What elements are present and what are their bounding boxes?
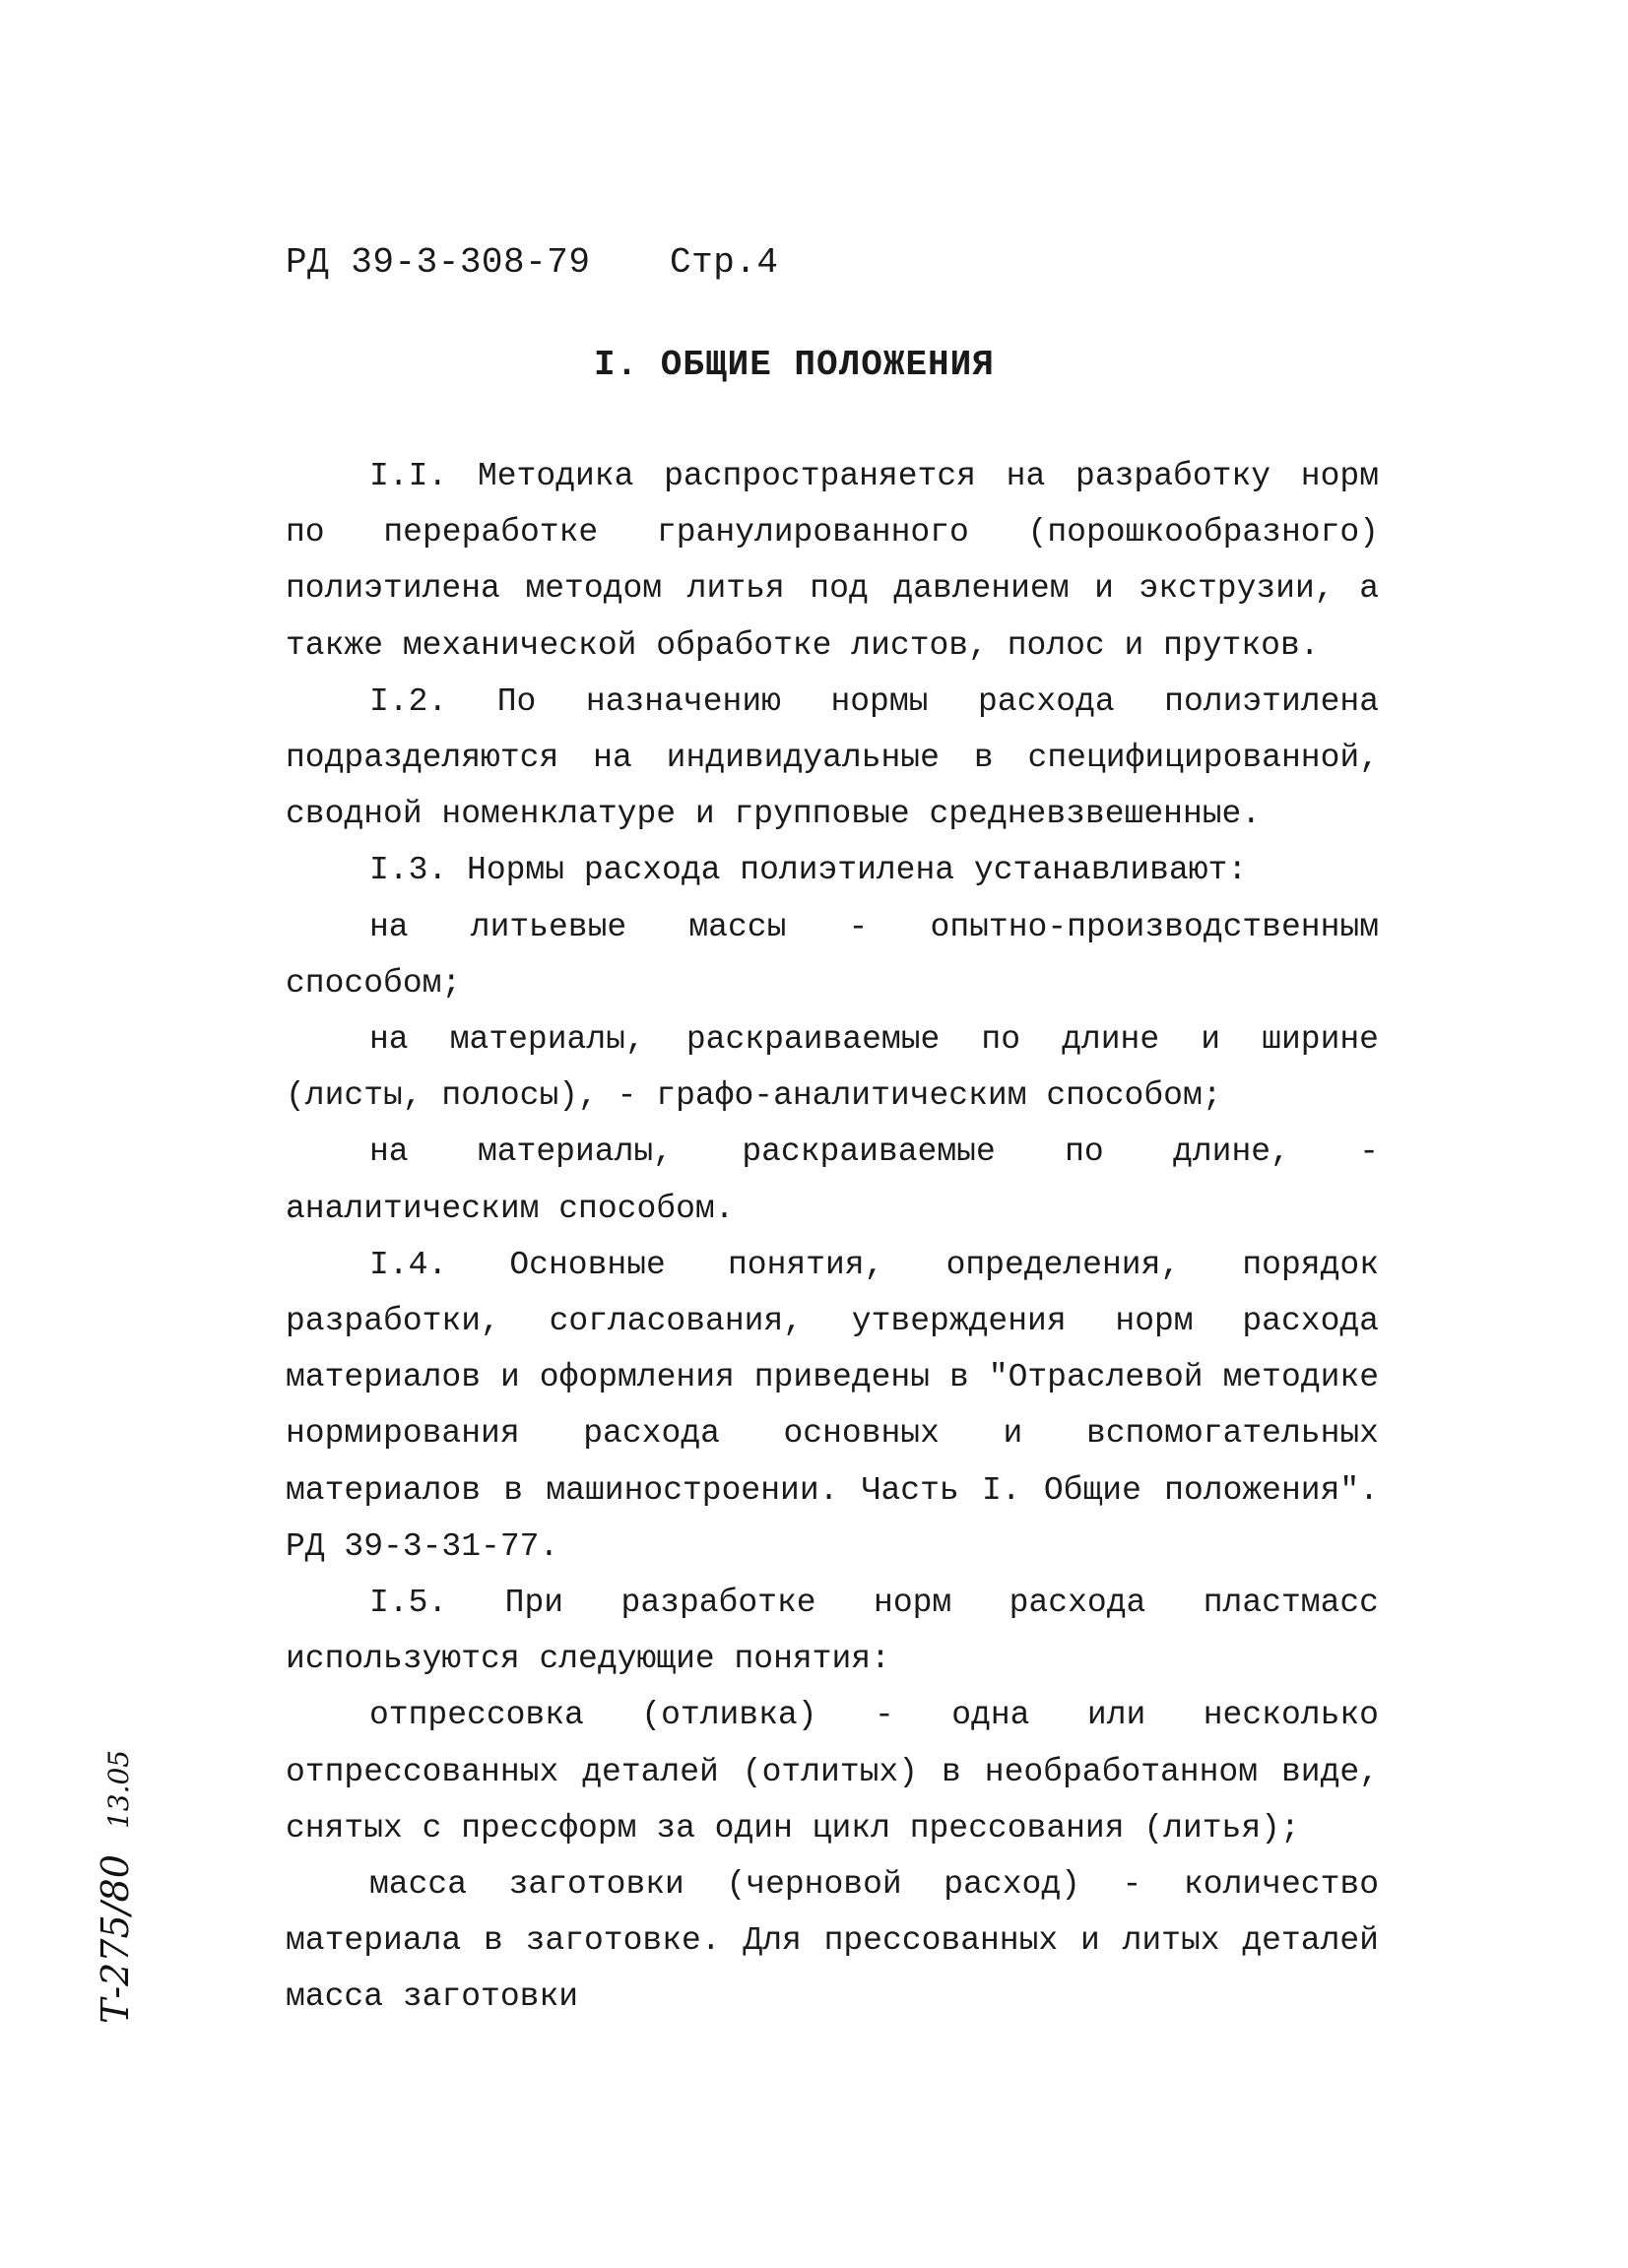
page-header — [286, 242, 779, 283]
paragraph-1-4: I.4. Основные понятия, определения, порядок разработки, согласования, утверждения норм расхода материалов и оформления приведены в "Отраслевой методике нормирования расхода основных и вспомогательных материалов в машиностроении. Часть I. Общие положения". РД 39-3-31-77. — [286, 1246, 1379, 1565]
handwritten-inventory-note — [94, 1750, 137, 2024]
section-title: I. ОБЩИЕ ПОЛОЖЕНИЯ — [594, 345, 995, 385]
paragraph-1-5: I.5. При разработке норм расхода пластмасс используются следующие понятия: — [286, 1585, 1379, 1678]
list-item-length-width: на материалы, раскраиваемые по длине и ширине (листы, полосы), - графо-аналитическим способом; — [286, 1021, 1379, 1115]
definition-blank-mass: масса заготовки (черновой расход) - количество материала в заготовке. Для прессованных и литых деталей масса заготовки — [286, 1866, 1379, 2016]
definition-pressing: отпрессовка (отливка) - одна или несколько отпрессованных деталей (отлитых) в необработанном виде, снятых с прессформ за один цикл прессования (литья); — [286, 1697, 1379, 1847]
paragraph-1-2: I.2. По назначению нормы расхода полиэтилена подразделяются на индивидуальные в специфицированной, сводной номенклатуре и групповые средневзвешенные. — [286, 682, 1379, 833]
document-code: РД 39-3-308-79 — [286, 242, 591, 283]
list-item-casting: на литьевые массы - опытно-производственным способом; — [286, 908, 1379, 1002]
inventory-number: Т-275/80 — [94, 1854, 137, 2024]
body-text — [286, 448, 1379, 2026]
list-item-length: на материалы, раскраиваемые по длине, - аналитическим способом. — [286, 1134, 1379, 1227]
page-number: Стр.4 — [670, 242, 779, 283]
note-date: 13.05 — [102, 1749, 135, 1830]
paragraph-1-1: I.I. Методика распространяется на разработку норм по переработке гранулированного (порошкообразного) полиэтилена методом литья под давлением и экструзии, а также механической обработке листов, полос и прутков. — [286, 458, 1379, 664]
paragraph-1-3: I.3. Нормы расхода полиэтилена устанавливают: — [369, 852, 1248, 889]
